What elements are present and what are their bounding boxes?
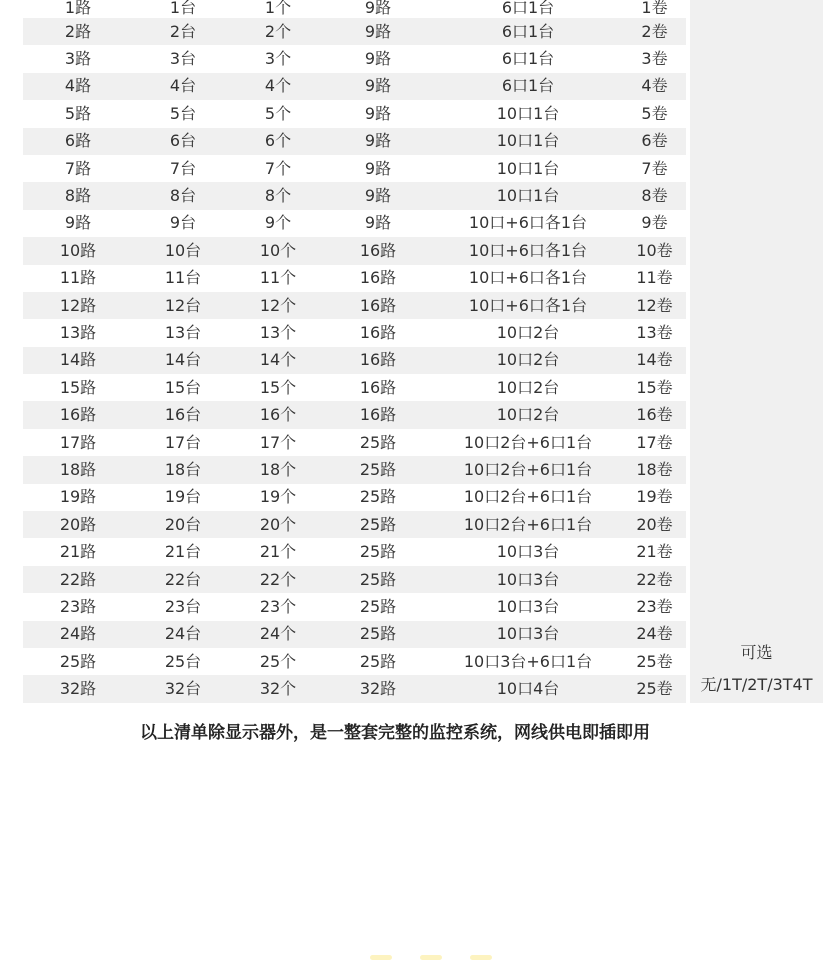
table-cell: 24路 xyxy=(23,621,133,648)
table-cell: 7卷 xyxy=(623,155,688,182)
table-cell: 25路 xyxy=(323,621,433,648)
table-cell: 5路 xyxy=(23,100,133,127)
table-cell: 3台 xyxy=(133,45,233,72)
table-cell: 25台 xyxy=(133,648,233,675)
table-cell: 9卷 xyxy=(623,210,688,237)
table-cell: 9路 xyxy=(323,155,433,182)
table-cell: 4台 xyxy=(133,73,233,100)
table-cell: 25路 xyxy=(323,538,433,565)
table-cell: 21卷 xyxy=(623,538,688,565)
table-cell: 25路 xyxy=(323,456,433,483)
table-cell: 10口2台+6口1台 xyxy=(433,429,623,456)
footer-note: 以上清单除显示器外，是一整套完整的监控系统，网线供电即插即用 xyxy=(140,723,650,743)
table-cell: 12路 xyxy=(23,292,133,319)
table-cell: 25路 xyxy=(323,484,433,511)
table-cell: 9路 xyxy=(323,73,433,100)
table-cell: 9台 xyxy=(133,210,233,237)
table-cell: 32个 xyxy=(233,675,323,702)
table-cell: 5台 xyxy=(133,100,233,127)
table-cell: 25卷 xyxy=(623,648,688,675)
table-cell: 14卷 xyxy=(623,347,688,374)
table-cell: 20路 xyxy=(23,511,133,538)
table-cell: 16路 xyxy=(323,347,433,374)
table-cell: 9路 xyxy=(23,210,133,237)
table-cell: 14个 xyxy=(233,347,323,374)
table-cell: 16路 xyxy=(23,401,133,428)
table-cell: 9路 xyxy=(323,100,433,127)
table-cell: 10口1台 xyxy=(433,128,623,155)
table-cell: 14台 xyxy=(133,347,233,374)
table-cell: 19卷 xyxy=(623,484,688,511)
table-cell: 7路 xyxy=(23,155,133,182)
table-cell: 21个 xyxy=(233,538,323,565)
table-cell: 8台 xyxy=(133,182,233,209)
table-cell: 8卷 xyxy=(623,182,688,209)
table-cell: 25个 xyxy=(233,648,323,675)
table-cell: 7台 xyxy=(133,155,233,182)
table-cell: 10口2台 xyxy=(433,374,623,401)
table-cell: 25路 xyxy=(323,566,433,593)
table-cell: 10卷 xyxy=(623,237,688,264)
table-cell: 10口+6口各1台 xyxy=(433,237,623,264)
table-cell: 32路 xyxy=(23,675,133,702)
table-cell: 9路 xyxy=(323,182,433,209)
table-cell: 6卷 xyxy=(623,128,688,155)
table-cell: 15个 xyxy=(233,374,323,401)
table-cell: 10口1台 xyxy=(433,100,623,127)
table-cell: 13个 xyxy=(233,319,323,346)
table-cell: 6口1台 xyxy=(433,45,623,72)
table-cell: 16路 xyxy=(323,237,433,264)
table-cell: 6口1台 xyxy=(433,73,623,100)
table-cell: 6口1台 xyxy=(433,18,623,45)
table-cell: 25路 xyxy=(323,511,433,538)
table-cell: 9路 xyxy=(323,210,433,237)
table-cell: 24个 xyxy=(233,621,323,648)
table-cell: 10口2台 xyxy=(433,347,623,374)
table-cell: 23个 xyxy=(233,593,323,620)
table-cell: 22路 xyxy=(23,566,133,593)
table-cell: 1台 xyxy=(133,0,233,18)
table-cell: 2路 xyxy=(23,18,133,45)
table-cell: 11台 xyxy=(133,265,233,292)
table-cell: 13卷 xyxy=(623,319,688,346)
table-cell: 2卷 xyxy=(623,18,688,45)
table-cell: 23台 xyxy=(133,593,233,620)
table-cell: 15台 xyxy=(133,374,233,401)
table-cell: 10口+6口各1台 xyxy=(433,265,623,292)
table-cell: 23卷 xyxy=(623,593,688,620)
table-cell: 10口+6口各1台 xyxy=(433,292,623,319)
table-cell: 25卷 xyxy=(623,675,688,702)
table-cell: 3卷 xyxy=(623,45,688,72)
table-cell: 6口1台 xyxy=(433,0,623,18)
table-cell: 3路 xyxy=(23,45,133,72)
table-cell: 16台 xyxy=(133,401,233,428)
table-cell: 3个 xyxy=(233,45,323,72)
table-cell: 10路 xyxy=(23,237,133,264)
table-cell: 2台 xyxy=(133,18,233,45)
table-cell: 15卷 xyxy=(623,374,688,401)
table-cell: 11路 xyxy=(23,265,133,292)
table-cell: 10口3台+6口1台 xyxy=(433,648,623,675)
table-cell: 1卷 xyxy=(623,0,688,18)
table-cell: 17台 xyxy=(133,429,233,456)
table-cell: 10口1台 xyxy=(433,155,623,182)
table-cell: 18个 xyxy=(233,456,323,483)
table-cell: 16路 xyxy=(323,292,433,319)
table-cell: 19个 xyxy=(233,484,323,511)
table-cell: 8路 xyxy=(23,182,133,209)
table-cell: 10口3台 xyxy=(433,593,623,620)
table-cell: 5个 xyxy=(233,100,323,127)
table-cell: 22台 xyxy=(133,566,233,593)
table-cell: 16路 xyxy=(323,401,433,428)
table-cell: 20个 xyxy=(233,511,323,538)
table-cell: 8个 xyxy=(233,182,323,209)
table-cell: 10口+6口各1台 xyxy=(433,210,623,237)
table-cell: 19台 xyxy=(133,484,233,511)
table-cell: 21路 xyxy=(23,538,133,565)
bottom-decoration xyxy=(0,955,790,960)
table-cell: 24台 xyxy=(133,621,233,648)
table-cell: 18台 xyxy=(133,456,233,483)
table-cell: 5卷 xyxy=(623,100,688,127)
table-cell: 20台 xyxy=(133,511,233,538)
table-cell: 10口2台+6口1台 xyxy=(433,484,623,511)
table-cell: 2个 xyxy=(233,18,323,45)
table-cell: 9路 xyxy=(323,128,433,155)
table-cell: 18路 xyxy=(23,456,133,483)
storage-options: 无/1T/2T/3T4T xyxy=(700,674,813,694)
table-cell: 10口4台 xyxy=(433,675,623,702)
table-cell: 17卷 xyxy=(623,429,688,456)
table-cell: 10口2台+6口1台 xyxy=(433,456,623,483)
table-cell: 15路 xyxy=(23,374,133,401)
table-cell: 16路 xyxy=(323,374,433,401)
table-cell: 17路 xyxy=(23,429,133,456)
table-cell: 6个 xyxy=(233,128,323,155)
table-cell: 16个 xyxy=(233,401,323,428)
table-cell: 10口3台 xyxy=(433,621,623,648)
table-cell: 12个 xyxy=(233,292,323,319)
table-cell: 23路 xyxy=(23,593,133,620)
table-cell: 1路 xyxy=(23,0,133,18)
table-cell: 12台 xyxy=(133,292,233,319)
table-cell: 10口1台 xyxy=(433,182,623,209)
table-cell: 25路 xyxy=(323,429,433,456)
table-cell: 11个 xyxy=(233,265,323,292)
table-cell: 16路 xyxy=(323,265,433,292)
table-cell: 16路 xyxy=(323,319,433,346)
optional-storage-cell xyxy=(688,0,823,703)
equipment-list-table xyxy=(23,0,823,703)
table-cell: 6台 xyxy=(133,128,233,155)
table-cell: 10口2台 xyxy=(433,401,623,428)
table-cell: 12卷 xyxy=(623,292,688,319)
table-cell: 10个 xyxy=(233,237,323,264)
table-cell: 13路 xyxy=(23,319,133,346)
table-cell: 32台 xyxy=(133,675,233,702)
table-cell: 9路 xyxy=(323,18,433,45)
optional-label: 可选 xyxy=(740,642,773,662)
table-cell: 7个 xyxy=(233,155,323,182)
table-cell: 10口3台 xyxy=(433,566,623,593)
table-cell: 25路 xyxy=(323,648,433,675)
table-row xyxy=(23,0,823,18)
table-cell: 21台 xyxy=(133,538,233,565)
table-cell: 4个 xyxy=(233,73,323,100)
table-cell: 4路 xyxy=(23,73,133,100)
table-cell: 14路 xyxy=(23,347,133,374)
table-cell: 9个 xyxy=(233,210,323,237)
table-cell: 19路 xyxy=(23,484,133,511)
table-cell: 18卷 xyxy=(623,456,688,483)
table-cell: 17个 xyxy=(233,429,323,456)
table-cell: 22卷 xyxy=(623,566,688,593)
table-cell: 9路 xyxy=(323,0,433,18)
table-cell: 10台 xyxy=(133,237,233,264)
table-cell: 13台 xyxy=(133,319,233,346)
table-cell: 9路 xyxy=(323,45,433,72)
table-cell: 10口3台 xyxy=(433,538,623,565)
table-cell: 25路 xyxy=(23,648,133,675)
table-cell: 32路 xyxy=(323,675,433,702)
table-cell: 20卷 xyxy=(623,511,688,538)
table-cell: 11卷 xyxy=(623,265,688,292)
table-cell: 25路 xyxy=(323,593,433,620)
table-cell: 10口2台+6口1台 xyxy=(433,511,623,538)
table-cell: 10口2台 xyxy=(433,319,623,346)
table-cell: 6路 xyxy=(23,128,133,155)
table-cell: 24卷 xyxy=(623,621,688,648)
table-cell: 4卷 xyxy=(623,73,688,100)
table-cell: 16卷 xyxy=(623,401,688,428)
table-cell: 22个 xyxy=(233,566,323,593)
table-cell: 1个 xyxy=(233,0,323,18)
